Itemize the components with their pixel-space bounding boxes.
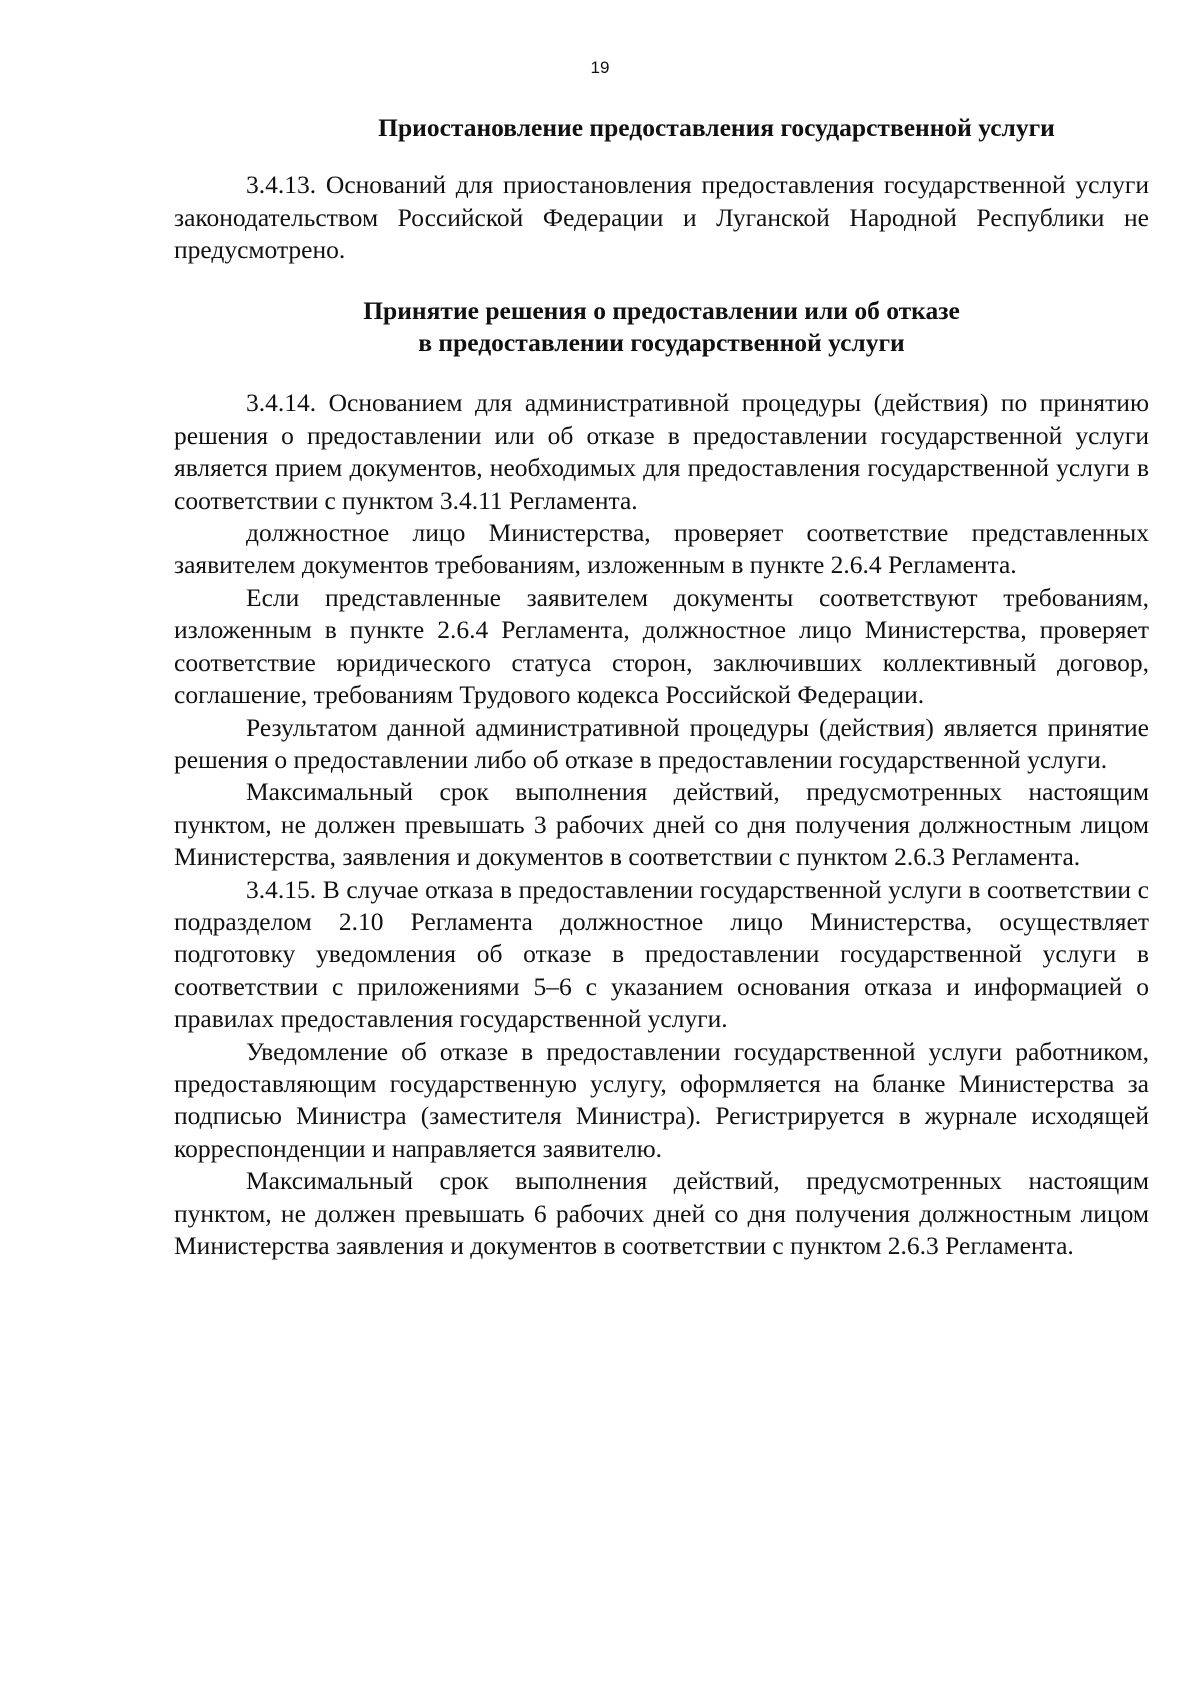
page-content <box>174 112 1149 1262</box>
section-heading-suspension: Приостановление предоставления государственной услуги <box>378 113 1055 142</box>
paragraph-official-check: должностное лицо Министерства, проверяет соответствие представленных заявителем документов требованиям, изложенным в пункте 2.6.4 Регламента. <box>174 518 1149 580</box>
paragraph-max-term-3-days: Максимальный срок выполнения действий, предусмотренных настоящим пунктом, не должен превышать 3 рабочих дней со дня получения должностным лицом Министерства, заявления и документов в соответствии с пунктом 2.6.3 Регламента. <box>174 777 1149 872</box>
section-heading-decision-line-2: в предоставлении государственной услуги <box>418 328 905 358</box>
paragraph-max-term-6-days: Максимальный срок выполнения действий, предусмотренных настоящим пунктом, не должен превышать 6 рабочих дней со дня получения должностным лицом Министерства заявления и документов в соответствии с пунктом 2.6.3 Регламента. <box>174 1166 1149 1260</box>
page-number: 19 <box>590 58 610 77</box>
paragraph-procedure-result: Результатом данной административной процедуры (действия) является принятие решения о предоставлении либо об отказе в предоставлении государственной услуги. <box>174 712 1149 774</box>
section-heading-decision-line-1: Принятие решения о предоставлении или об отказе <box>363 295 960 325</box>
paragraph-status-check: Если представленные заявителем документы соответствуют требованиям, изложенным в пункте 2.6.4 Регламента, должностное лицо Министерства, проверяет соответствие юридического статуса сторон, заключивших коллективный договор, соглашение, требованиям Трудового кодекса Российской Федерации. <box>174 582 1149 710</box>
paragraph-3-4-13: 3.4.13. Оснований для приостановления предоставления государственной услуги законодательством Российской Федерации и Луганской Народной Республики не предусмотрено. <box>174 170 1149 265</box>
section-heading-decision <box>174 295 1149 360</box>
paragraph-3-4-15: 3.4.15. В случае отказа в предоставлении государственной услуги в соответствии с подразделом 2.10 Регламента должностное лицо Министерства, осуществляет подготовку уведомления об отказе в предоставлении государственной услуги в соответствии с приложениями 5–6 с указанием основания отказа и информацией о правилах предоставления государственной услуги. <box>174 874 1149 1034</box>
paragraph-refusal-notice: Уведомление об отказе в предоставлении государственной услуги работником, предоставляющим государственную услугу, оформляется на бланке Министерства за подписью Министра (заместителя Министра). Регистрируется в журнале исходящей корреспонденции и направляется заявителю. <box>174 1036 1149 1163</box>
paragraph-3-4-14: 3.4.14. Основанием для административной процедуры (действия) по принятию решения о предоставлении или об отказе в предоставлении государственной услуги является прием документов, необходимых для предоставления государственной услуги в соответствии с пунктом 3.4.11 Регламента. <box>174 388 1149 515</box>
